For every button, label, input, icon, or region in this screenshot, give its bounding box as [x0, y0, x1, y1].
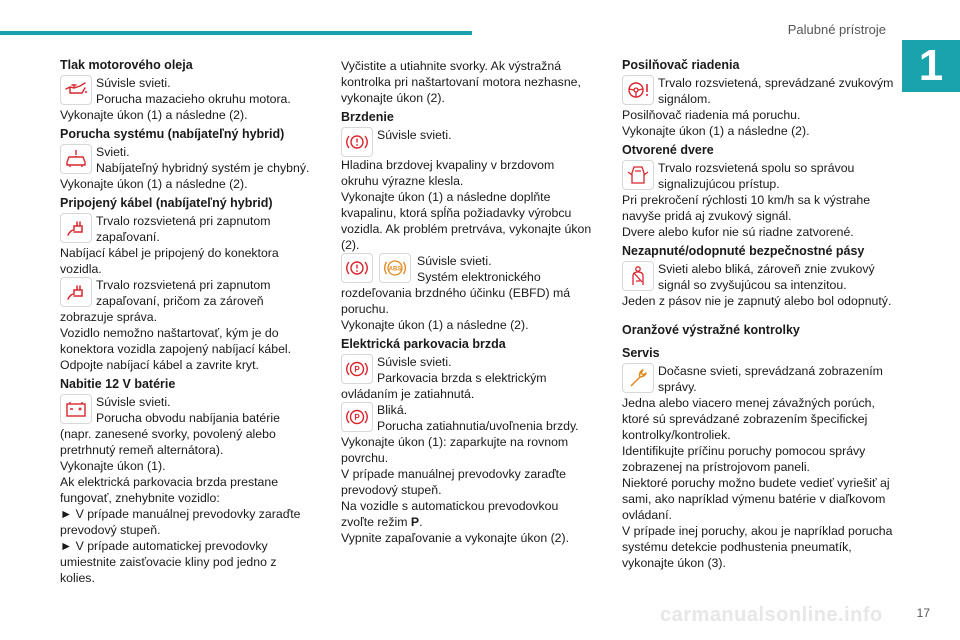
text-line: Dočasne svieti, sprevádzaná zobrazením správy. [658, 364, 883, 394]
seatbelt-icon [622, 261, 654, 291]
column-right [622, 58, 900, 571]
section-title-open-doors: Otvorené dvere [622, 143, 714, 157]
section-title-hybrid-fault: Porucha systému (nabíjateľný hybrid) [60, 127, 285, 141]
warning-entry-cable-1 [60, 213, 312, 245]
section-title-oil-pressure: Tlak motorového oleja [60, 58, 193, 72]
oil-pressure-icon [60, 75, 92, 105]
text-line: Porucha mazacieho okruhu motora. [96, 92, 291, 106]
text-line: Porucha obvodu nabíjania batérie (napr. zanesené svorky, povolený alebo pretrhnutý remeň alternátora). [60, 411, 280, 457]
text-line: Trvalo rozsvietená pri zapnutom zapaľovaní. [96, 214, 271, 244]
mode-p-label: P [410, 515, 420, 529]
abs-warning-icon [379, 253, 411, 283]
text-line: Trvalo rozsvietená spolu so správou signalizujúcou prístup. [658, 161, 855, 191]
warning-entry-parking-blink [341, 402, 593, 434]
text-line: Pri prekročení rýchlosti 10 km/h sa k výstrahe navyše pridá aj zvukový signál. [622, 193, 871, 223]
warning-entry-doors [622, 160, 900, 192]
wrench-icon [622, 363, 654, 393]
section-title-battery: Nabitie 12 V batérie [60, 377, 176, 391]
text-line: Vykonajte úkon (1) a následne doplňte kvapalinu, ktorá spĺňa požiadavky výrobcu vozidla. Ak problém pretrváva, vykonajte úkon (2). [341, 190, 592, 252]
column-middle [341, 58, 593, 546]
charging-plug-icon [60, 277, 92, 307]
text-line: Súvisle svieti. [96, 76, 171, 90]
text-line-auto-gearbox [341, 498, 593, 530]
text-line: Vykonajte úkon (1) a následne (2). [60, 177, 248, 191]
warning-entry-parking-on [341, 354, 593, 402]
parking-brake-icon [341, 354, 373, 384]
text-line: Dvere alebo kufor nie sú riadne zatvorené. [622, 225, 854, 239]
text-line: Vyčistite a utiahnite svorky. Ak výstražná kontrolka pri naštartovaní motora nezhasne, vykonajte úkon (2). [341, 59, 581, 105]
warning-entry-battery [60, 394, 312, 458]
text-line: Systém elektronického rozdeľovania brzdného účinku (EBFD) má poruchu. [341, 270, 571, 316]
warning-entry-seatbelt [622, 261, 900, 293]
charging-plug-icon [60, 213, 92, 243]
abs-label: ABS [388, 266, 402, 273]
text-line: ► V prípade manuálnej prevodovky zaraďte prevodový stupeň. [60, 507, 301, 537]
text-line: Nabíjací kábel je pripojený do konektora vozidla. [60, 246, 279, 276]
text-line: Trvalo rozsvietená pri zapnutom zapaľovaní, pričom za zároveň zobrazuje správa. [60, 278, 271, 324]
text-line: Bliká. [377, 403, 408, 417]
section-title-power-steering: Posilňovač riadenia [622, 58, 740, 72]
warning-entry-ebfd [341, 253, 593, 317]
text-line: Nabíjateľný hybridný systém je chybný. [96, 161, 310, 175]
section-title-service: Servis [622, 346, 660, 360]
page-number: 17 [916, 606, 930, 620]
warning-entry-cable-2 [60, 277, 312, 325]
p-label: P [354, 365, 360, 374]
column-left [60, 58, 312, 586]
text-line: Súvisle svieti. [377, 355, 452, 369]
text-line: Vozidlo nemožno naštartovať, kým je do konektora vozidla zapojený nabíjací kábel. [60, 326, 292, 356]
section-title-seatbelts: Nezapnuté/odopnuté bezpečnostné pásy [622, 244, 865, 258]
text-part: Na vozidle s automatickou prevodovkou zvoľte režim [341, 499, 559, 529]
p-label: P [354, 413, 360, 422]
warning-entry-service [622, 363, 900, 395]
open-door-car-icon [622, 160, 654, 190]
text-part: . [419, 515, 423, 529]
warning-entry-oil [60, 75, 312, 107]
section-title-parking-brake: Elektrická parkovacia brzda [341, 337, 506, 351]
text-line: ► V prípade automatickej prevodovky umiestnite zaisťovacie kliny pod jedno z kolies. [60, 539, 277, 585]
header-accent-bar [0, 31, 472, 35]
section-title-cable-connected: Pripojený kábel (nabíjateľný hybrid) [60, 196, 273, 210]
text-line: Posilňovač riadenia má poruchu. [622, 108, 801, 122]
text-line: Vykonajte úkon (1): zaparkujte na rovnom povrchu. [341, 435, 569, 465]
text-line: Svieti alebo bliká, zároveň znie zvukový signál so zvyšujúcou sa intenzitou. [658, 262, 875, 292]
text-line: Niektoré poruchy možno budete vedieť vyriešiť aj sami, ako napríklad výmenu batérie v diaľkovom ovládaní. [622, 476, 890, 522]
brake-warning-icon [341, 127, 373, 157]
text-line: Vypnite zapaľovanie a vykonajte úkon (2). [341, 531, 570, 545]
section-title-orange-lights: Oranžové výstražné kontrolky [622, 323, 800, 337]
text-line: Súvisle svieti. [417, 254, 492, 268]
text-line: Jedna alebo viacero menej závažných porúch, ktoré sú sprevádzané zobrazením špecifickej kontrolky/kontroliek. [622, 396, 875, 442]
text-line: Vykonajte úkon (1) a následne (2). [341, 318, 529, 332]
steering-wheel-warning-icon [622, 75, 654, 105]
text-line: Porucha zatiahnutia/uvoľnenia brzdy. [377, 419, 579, 433]
warning-entry-hybrid [60, 144, 312, 176]
page-section-title: Palubné prístroje [787, 22, 886, 37]
warning-entry-steering [622, 75, 900, 107]
parking-brake-icon [341, 402, 373, 432]
text-line: V prípade inej poruchy, akou je napríklad porucha systému detekcie podhustenia pneumatík, vykonajte úkon (3). [622, 524, 893, 570]
text-line: Vykonajte úkon (1) a následne (2). [60, 108, 248, 122]
text-line: Trvalo rozsvietená, sprevádzané zvukovým signálom. [658, 76, 894, 106]
text-line: Jeden z pásov nie je zapnutý alebo bol odopnutý. [622, 294, 892, 308]
warning-entry-brake [341, 127, 593, 157]
text-line: Ak elektrická parkovacia brzda prestane fungovať, znehybnite vozidlo: [60, 475, 279, 505]
battery-icon [60, 394, 92, 424]
text-line: Odpojte nabíjací kábel a zavrite kryt. [60, 358, 259, 372]
chapter-number-tab: 1 [902, 40, 960, 92]
text-line: Svieti. [96, 145, 130, 159]
text-line: Vykonajte úkon (1). [60, 459, 166, 473]
brake-warning-icon [341, 253, 373, 283]
text-line: Parkovacia brzda s elektrickým ovládaním je zatiahnutá. [341, 371, 547, 401]
section-title-braking: Brzdenie [341, 110, 394, 124]
text-line: Vykonajte úkon (1) a následne (2). [622, 124, 810, 138]
hybrid-car-fault-icon [60, 144, 92, 174]
text-line: Súvisle svieti. [96, 395, 171, 409]
text-line: V prípade manuálnej prevodovky zaraďte prevodový stupeň. [341, 467, 566, 497]
text-line: Hladina brzdovej kvapaliny v brzdovom okruhu výrazne klesla. [341, 158, 555, 188]
text-line: Identifikujte príčinu poruchy pomocou správy zobrazenej na prístrojovom paneli. [622, 444, 866, 474]
text-line: Súvisle svieti. [377, 128, 452, 142]
watermark-text: carmanualsonline.info [660, 604, 883, 626]
